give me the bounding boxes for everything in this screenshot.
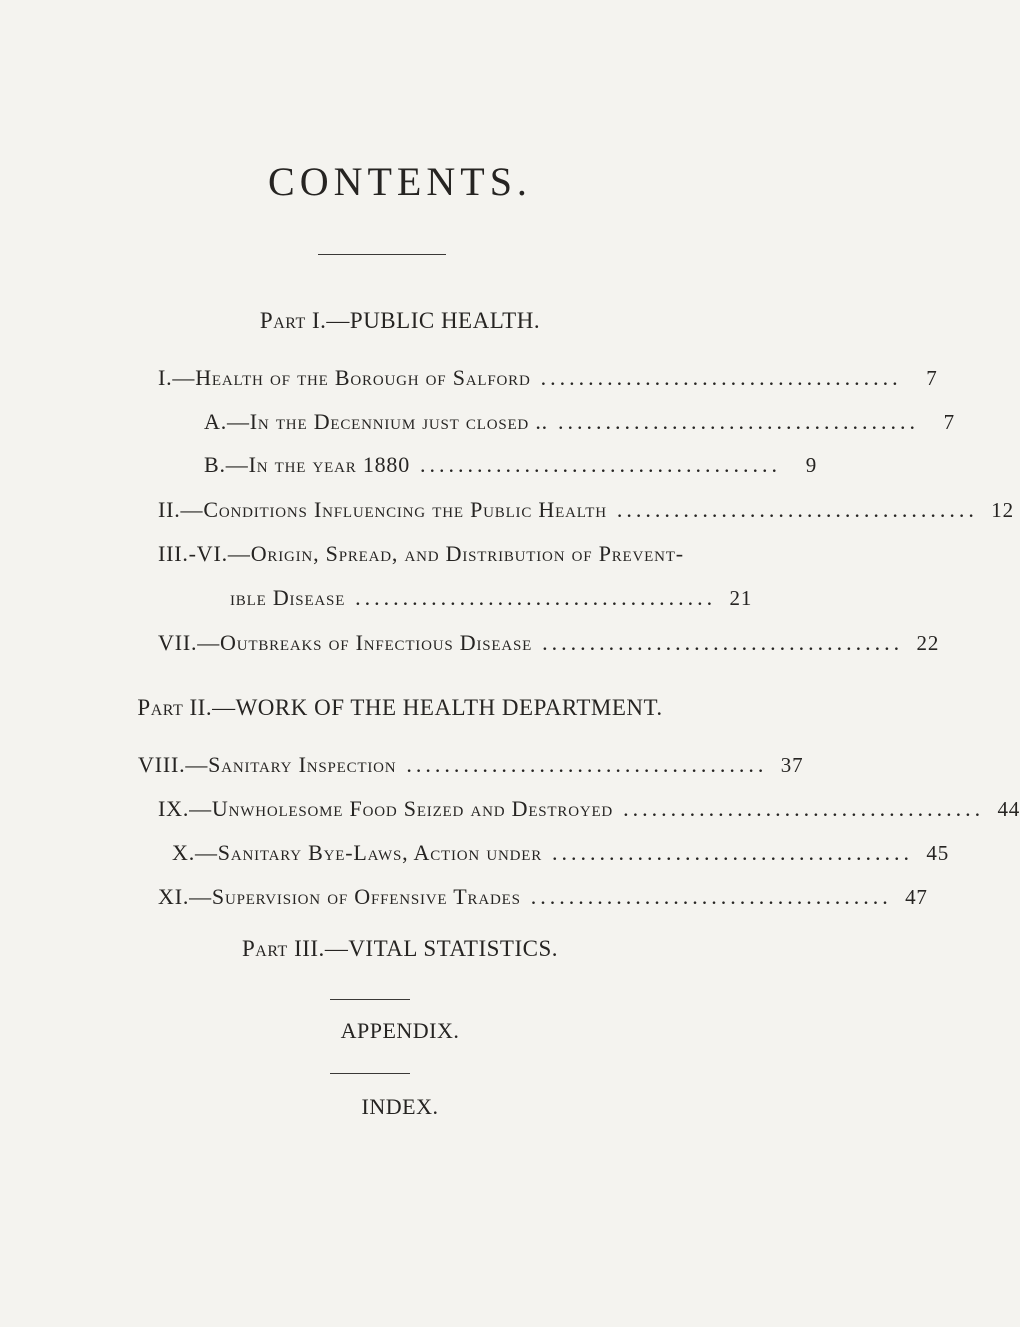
toc-entry-1: I.—Health of the Borough of Salford ...................................... 7 [158,365,938,390]
index-heading: INDEX. [361,1094,439,1119]
part1-heading-label: Part I. [259,308,327,333]
part2-heading-title: —WORK OF THE HEALTH DEPARTMENT. [212,695,663,720]
toc-entry-11: XI.—Supervision of Offensive Trades ...................................... 47 [158,884,928,909]
page-title: CONTENTS. [268,159,532,204]
toc-entry-8: VIII.—Sanitary Inspection ...................................... 37 [138,752,804,777]
part3-heading-title: —VITAL STATISTICS. [324,936,558,961]
part2-heading-label: Part II. [137,695,213,720]
part3-heading-label: Part III. [242,936,325,961]
part3-heading [0,936,800,962]
toc-entry-2: II.—Conditions Influencing the Public Health ...................................... 12 [158,497,1014,522]
toc-entry-1a: A.—In the Decennium just closed .. ...................................... 7 [204,409,955,434]
part1-heading-title: —PUBLIC HEALTH. [326,308,541,333]
appendix-heading: APPENDIX. [340,1018,460,1043]
index-divider [330,1073,410,1074]
title-divider [318,254,446,255]
toc-entry-7: VII.—Outbreaks of Infectious Disease ...................................... 22 [158,630,940,655]
part1-heading [0,308,800,334]
toc-entry-10: X.—Sanitary Bye-Laws, Action under ...................................... 45 [172,840,950,865]
part2-heading [0,695,800,721]
appendix-divider [330,999,410,1000]
toc-entry-3-6-cont: ible Disease ...................................... 21 [230,585,753,610]
toc-entry-9: IX.—Unwholesome Food Seized and Destroyed ...................................... 44 [158,796,1020,821]
toc-entry-3-6: III.-VI.—Origin, Spread, and Distribution of Prevent- [158,541,684,566]
toc-entry-1b: B.—In the year 1880 ...................................... 9 [204,452,818,477]
